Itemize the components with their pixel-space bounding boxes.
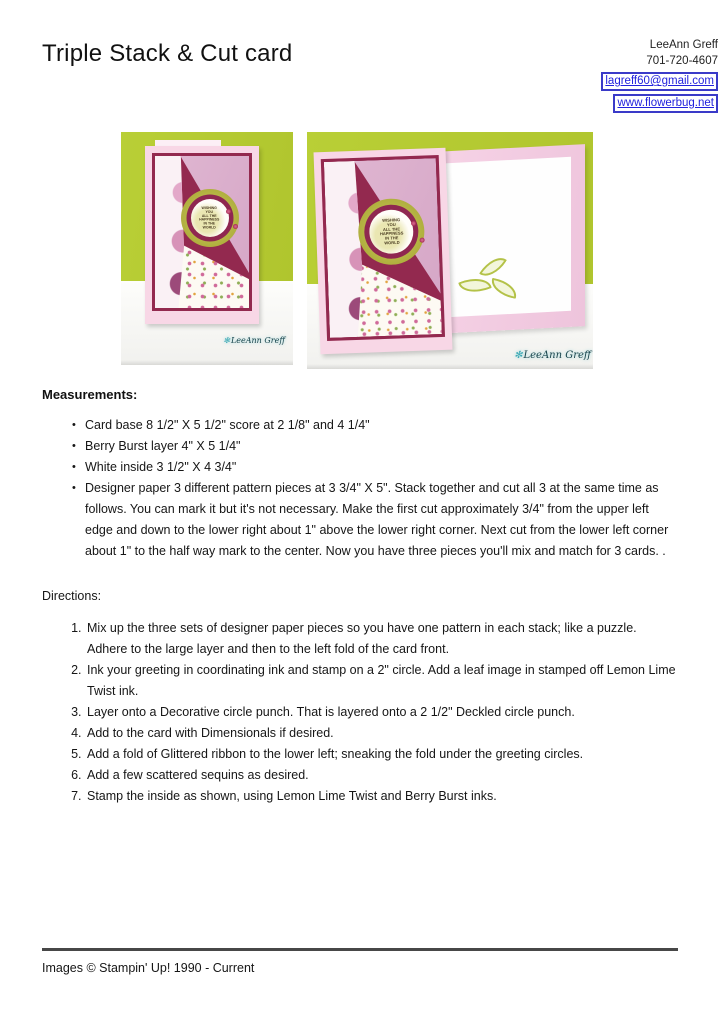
list-item: • Designer paper 3 different pattern pieces at 3 3/4" X 5". Stack together and cut all 3 at the same time as follows. You can mark it but it's not necessary. Make the first cut approximately 3/4" from the upper left edge and down to the lower right about 1" above the lower right corner. Next cut from the lower left corner about 1" to the half way mark to the center. Now you have three pieces you'll mix and match for 3 cards. . [72, 478, 672, 562]
card-front [314, 148, 453, 354]
contact-phone: 701-720-4607 [646, 55, 718, 67]
list-item: • Card base 8 1/2" X 5 1/2" score at 2 1/8" and 4 1/4" [72, 415, 672, 436]
list-item: 5. Add a fold of Glittered ribbon to the lower left; sneaking the fold under the greeting circles. [85, 744, 677, 765]
white-inside-panel [445, 157, 571, 318]
contact-block [601, 38, 718, 114]
copyright-text: Images © Stampin' Up! 1990 - Current [42, 961, 255, 975]
artist-watermark: ✻LeeAnn Greff [223, 336, 285, 345]
email-link[interactable]: lagreff60@gmail.com [601, 72, 718, 91]
designer-paper-design [155, 156, 249, 308]
list-item: 1. Mix up the three sets of designer paper pieces so you have one pattern in each stack; like a puzzle. Adhere to the large layer and then to the left fold of the card front. [85, 618, 677, 660]
designer-paper-design [324, 158, 442, 338]
contact-name: LeeAnn Greff [649, 39, 718, 51]
berry-burst-layer [152, 153, 252, 311]
directions-section [42, 586, 686, 807]
card-front [145, 146, 259, 324]
stamped-leaf [489, 277, 520, 298]
list-item: • Berry Burst layer 4" X 5 1/4" [72, 436, 672, 457]
directions-heading: Directions: [42, 589, 102, 603]
stamped-leaf [458, 272, 492, 299]
page-title: Triple Stack & Cut card [42, 40, 293, 67]
list-item: 4. Add to the card with Dimensionals if desired. [85, 723, 677, 744]
measurements-heading: Measurements: [42, 387, 138, 402]
greeting-circle [191, 199, 229, 237]
measurements-section [42, 384, 686, 562]
directions-list [42, 618, 677, 807]
list-item: 6. Add a few scattered sequins as desired. [85, 765, 677, 786]
greeting-text: WISHING YOU ALL THE HAPPINESS IN THE WORLD [199, 206, 220, 230]
watermark-splash-icon: ✻ [223, 336, 230, 345]
list-item: • White inside 3 1/2" X 4 3/4" [72, 457, 672, 478]
card-photo-front [121, 132, 293, 365]
list-item: 7. Stamp the inside as shown, using Lemon Lime Twist and Berry Burst inks. [85, 786, 677, 807]
berry-burst-layer [321, 155, 445, 341]
card-inside-flap [435, 144, 585, 334]
artist-watermark: ✻LeeAnn Greff [514, 350, 591, 361]
website-link[interactable]: www.flowerbug.net [613, 94, 718, 113]
measurements-list [42, 415, 672, 562]
list-item: 3. Layer onto a Decorative circle punch. That is layered onto a 2 1/2" Deckled circle punch. [85, 702, 677, 723]
watermark-splash-icon: ✻ [514, 350, 523, 361]
greeting-text: WISHING YOU ALL THE HAPPINESS IN THE WORLD [379, 217, 404, 246]
card-photo-open [307, 132, 593, 369]
list-item: 2. Ink your greeting in coordinating ink and stamp on a 2" circle. Add a leaf image in stamped off Lemon Lime Twist ink. [85, 660, 677, 702]
footer-divider [42, 948, 678, 951]
sequin [411, 220, 416, 225]
